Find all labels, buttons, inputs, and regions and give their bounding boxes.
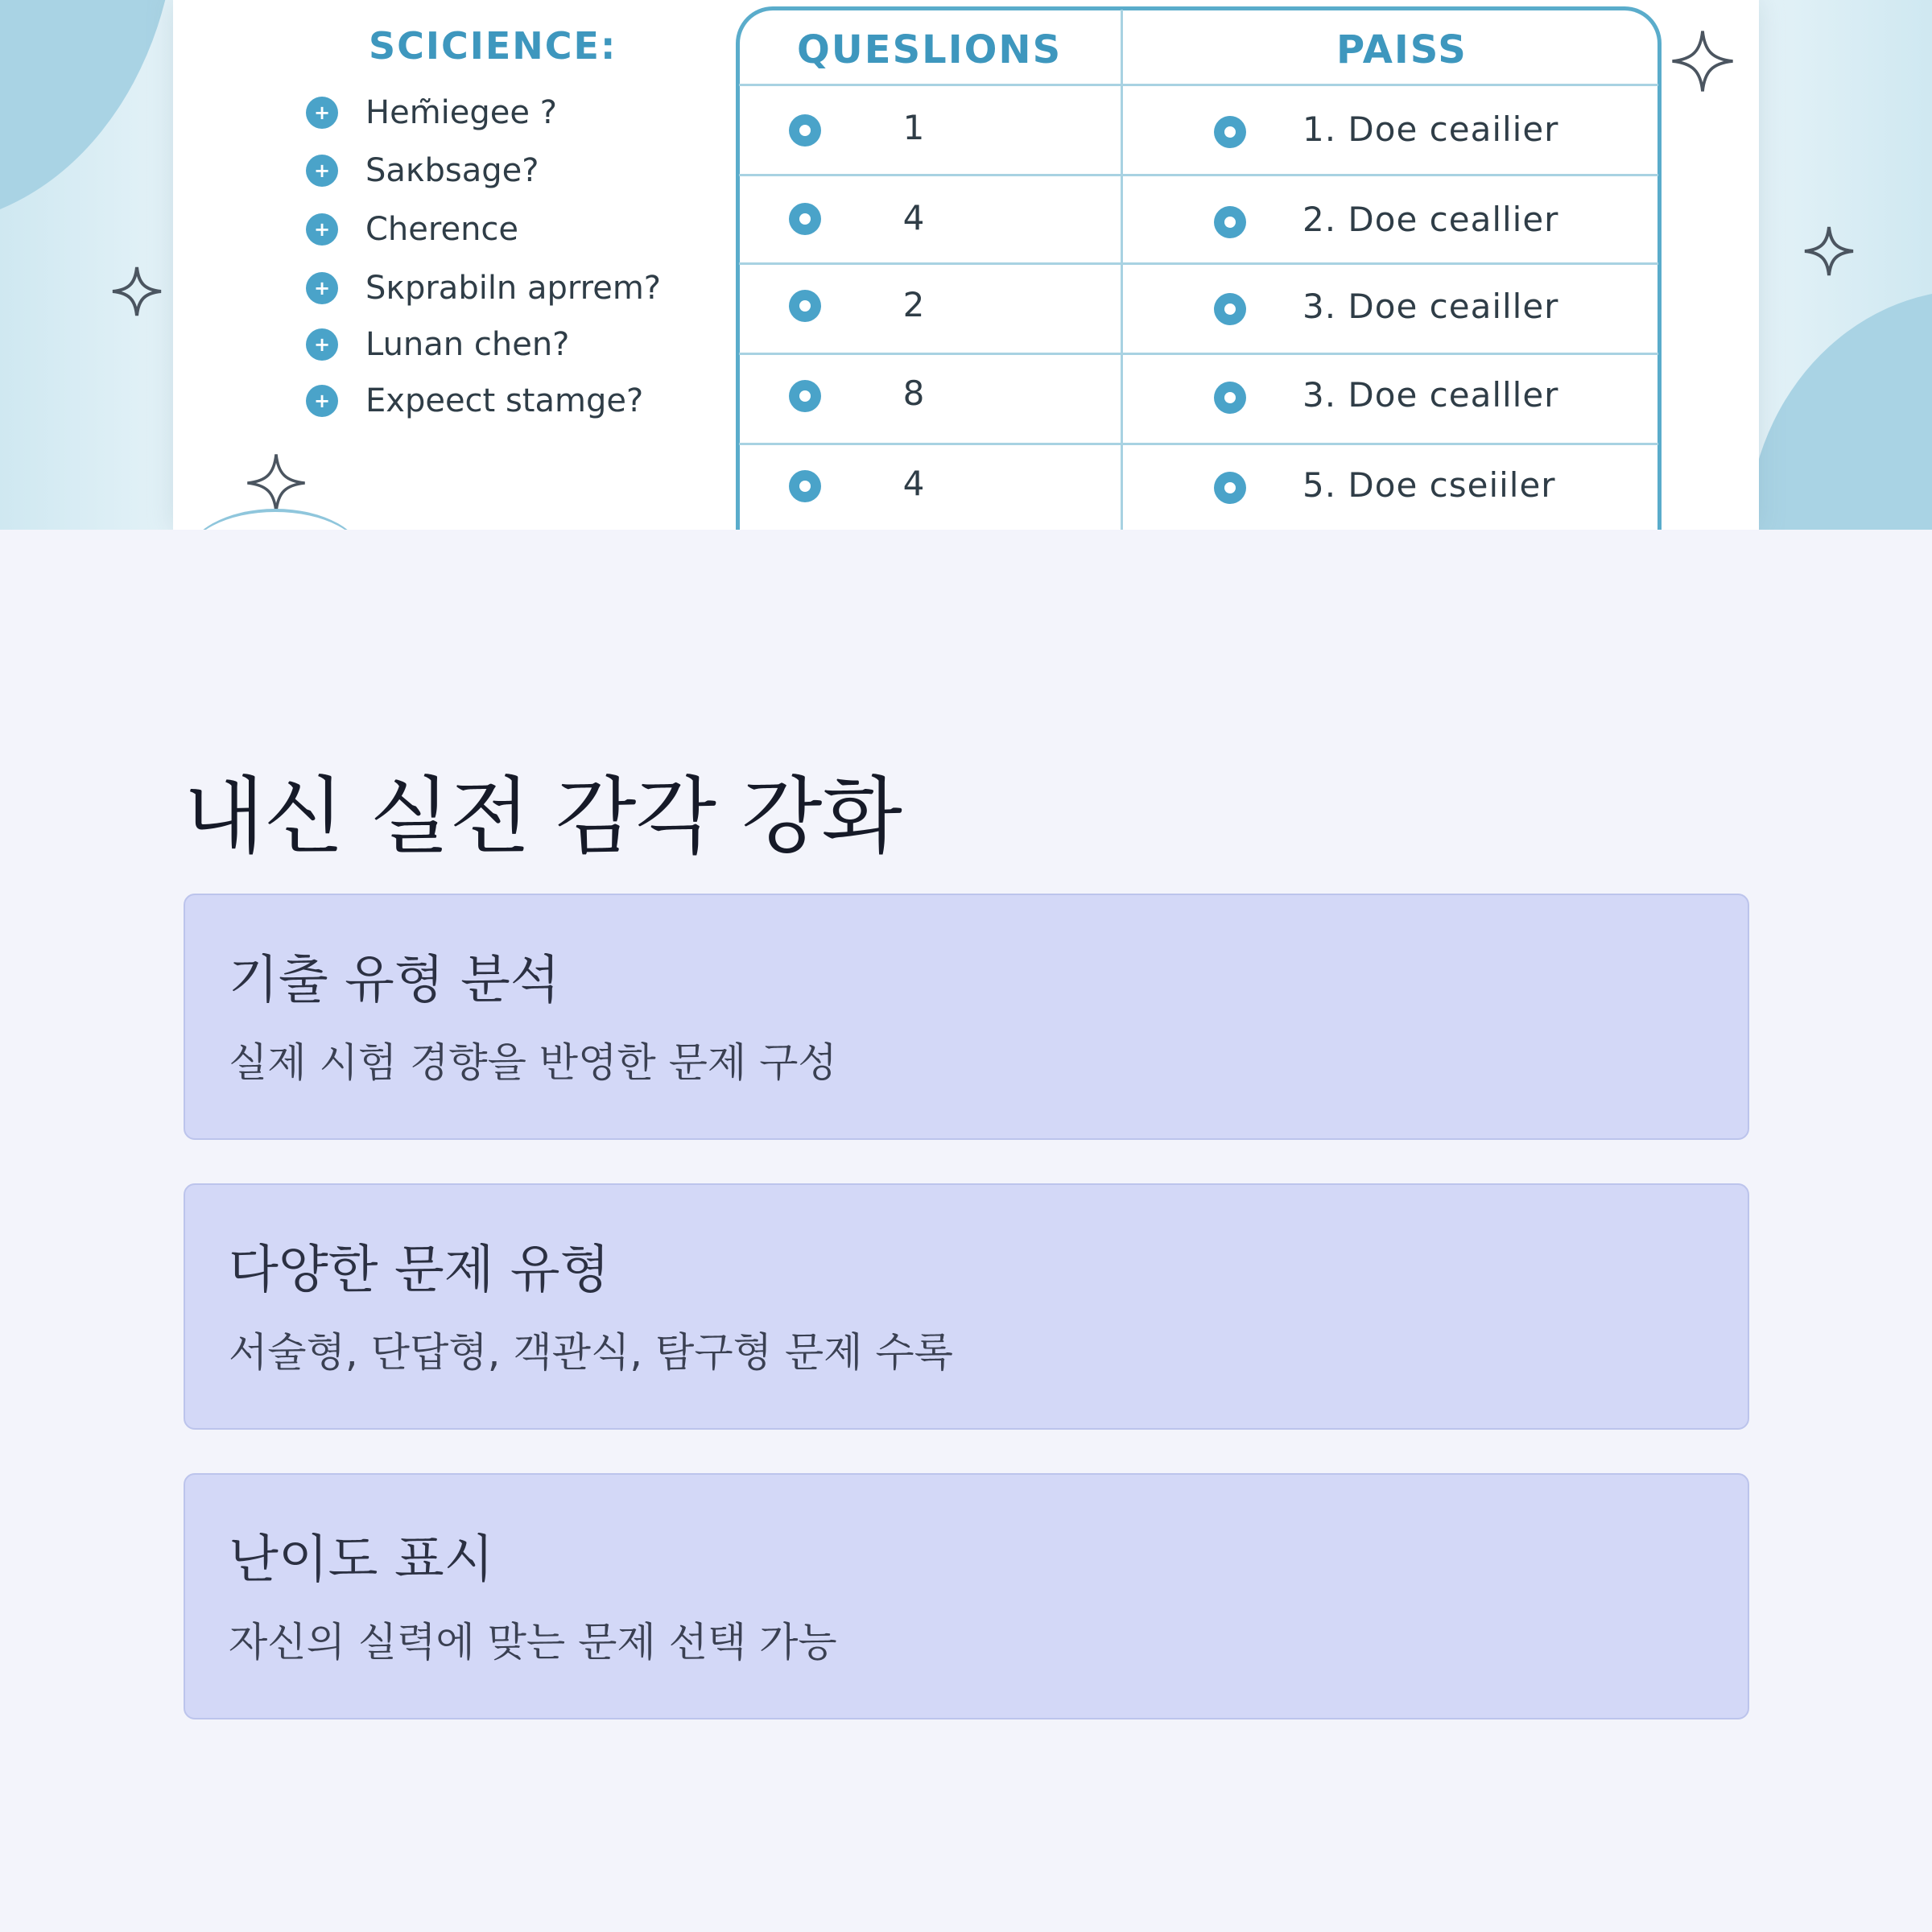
table-divider (1121, 10, 1123, 530)
sparkle-icon (1803, 225, 1855, 277)
feature-card-title: 다양한 문제 유형 (229, 1241, 610, 1300)
bullet-dot-icon (1214, 472, 1246, 504)
question-number: 2 (902, 285, 925, 324)
answer-text: 3. Doe ceailler (1302, 287, 1559, 326)
science-item (306, 269, 661, 308)
section-title: 내신 실전 감각 강화 (184, 767, 902, 865)
feature-card-description: 실제 시험 경향을 반영한 문제 구성 (229, 1039, 837, 1086)
plus-circle-icon: + (306, 328, 338, 361)
answer-text: 3. Doe cealller (1302, 375, 1559, 415)
bullet-dot-icon (1214, 382, 1246, 414)
plus-circle-icon: + (306, 213, 338, 246)
table-rule (739, 174, 1658, 176)
question-number: 4 (902, 464, 925, 503)
bullet-dot-icon (1214, 293, 1246, 325)
feature-card-description: 서술형, 단답형, 객관식, 탐구형 문제 수록 (229, 1329, 953, 1376)
decorative-blob-right (1747, 290, 1932, 530)
science-item (306, 325, 569, 364)
science-item (306, 382, 643, 420)
question-number: 8 (902, 374, 925, 413)
science-title: SCICIENCE: (369, 24, 617, 68)
answer-text: 5. Doe cseiiler (1302, 465, 1556, 505)
plus-circle-icon: + (306, 155, 338, 187)
bullet-dot-icon (789, 114, 821, 147)
feature-card-exam-analysis (184, 894, 1749, 1140)
table-rule (739, 353, 1658, 355)
feature-card-title: 기출 유형 분석 (229, 951, 560, 1010)
science-item-text: Cherence (365, 211, 519, 248)
answer-text: 2. Doe ceallier (1302, 200, 1559, 239)
plus-circle-icon: + (306, 97, 338, 129)
science-item-text: Expeect stamge? (365, 382, 644, 419)
bullet-dot-icon (789, 290, 821, 322)
bullet-dot-icon (789, 203, 821, 235)
science-item (306, 151, 539, 190)
feature-card-difficulty (184, 1473, 1749, 1719)
plus-circle-icon: + (306, 272, 338, 304)
bullet-dot-icon (1214, 206, 1246, 238)
worksheet-illustration (0, 0, 1932, 530)
science-item-text: Hem̃iegee ? (365, 94, 557, 131)
feature-card-question-types (184, 1183, 1749, 1430)
feature-card-description: 자신의 실력에 맞는 문제 선택 가능 (229, 1619, 837, 1666)
sparkle-icon (111, 266, 163, 317)
sparkle-icon (246, 452, 307, 514)
table-rule (739, 443, 1658, 445)
bullet-dot-icon (789, 470, 821, 502)
plus-circle-icon: + (306, 385, 338, 417)
science-item (306, 210, 518, 249)
table-header-questions: QUESLIONS (797, 27, 1063, 72)
answer-text: 1. Doe ceailier (1302, 109, 1559, 149)
science-item-text: Lunan chen? (365, 326, 570, 363)
question-number: 4 (902, 198, 925, 237)
science-item-text: Saκbsage? (365, 152, 539, 189)
bullet-dot-icon (1214, 116, 1246, 148)
table-header-answers: PAISS (1336, 27, 1468, 72)
science-item (306, 93, 557, 132)
bullet-dot-icon (789, 380, 821, 412)
sparkle-icon (1670, 29, 1735, 93)
table-rule (739, 262, 1658, 265)
feature-card-title: 난이도 표시 (229, 1530, 494, 1590)
table-rule (739, 84, 1658, 86)
science-item-text: Sκprabiln aprrem? (365, 270, 662, 307)
decorative-blob-left (0, 0, 177, 225)
question-number: 1 (902, 108, 925, 147)
